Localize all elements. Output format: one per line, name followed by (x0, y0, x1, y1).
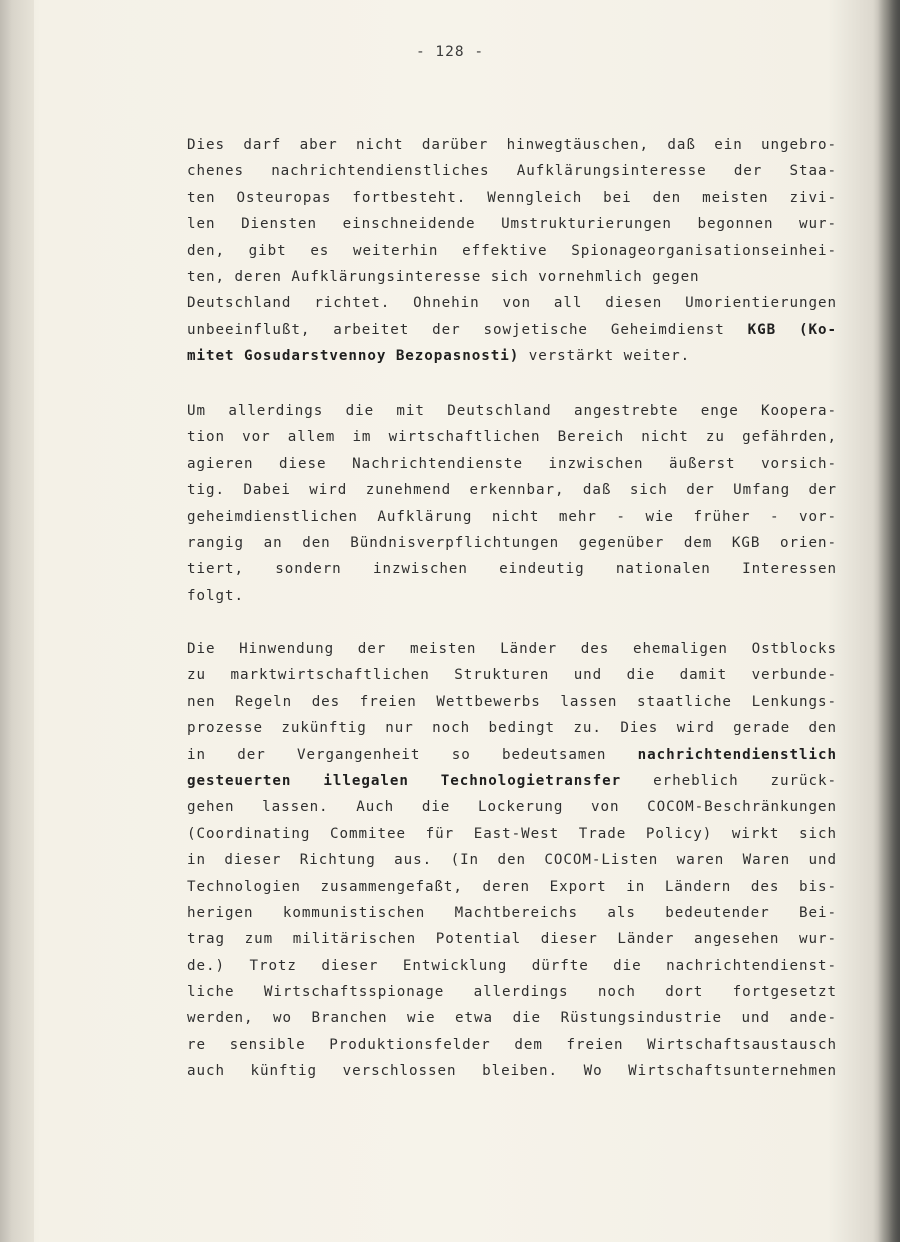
binding-shadow (0, 0, 34, 1242)
bold-term: mitet Gosudarstvennoy Bezopasnosti) (187, 348, 520, 365)
text-line: in dieser Richtung aus. (In den COCOM-Listen waren Waren und (187, 852, 837, 869)
text-line: in der Vergangenheit so bedeutsamen nachrichtendienstlich (187, 746, 837, 763)
page-number: - 128 - (415, 44, 485, 60)
bold-term: nachrichtendienstlich (637, 746, 837, 763)
text-line: mitet Gosudarstvennoy Bezopasnosti) verstärkt weiter. (187, 348, 691, 365)
text-line: rangig an den Bündnisverpflichtungen gegenüber dem KGB orien- (187, 534, 837, 551)
text-line: tiert, sondern inzwischen eindeutig nationalen Interessen (187, 561, 837, 578)
text-line: de.) Trotz dieser Entwicklung dürfte die nachrichtendienst- (187, 957, 837, 974)
text-line: herigen kommunistischen Machtbereichs als bedeutender Bei- (187, 904, 837, 921)
text-line: Um allerdings die mit Deutschland angestrebte enge Koopera- (187, 403, 837, 419)
bold-term: KGB (Ko- (747, 321, 837, 338)
text-line: len Diensten einschneidende Umstrukturierungen begonnen wur- (187, 216, 837, 233)
text-line: werden, wo Branchen wie etwa die Rüstungsindustrie und ande- (187, 1010, 837, 1027)
text-line: geheimdienstlichen Aufklärung nicht mehr - wie früher - vor- (187, 508, 837, 525)
text-line: gesteuerten illegalen Technologietransfer erheblich zurück- (187, 772, 837, 789)
text-line: folgt. (187, 587, 244, 604)
text-line: den, gibt es weiterhin effektive Spionageorganisationseinhei- (187, 242, 837, 259)
text-line: unbeeinflußt, arbeitet der sowjetische Geheimdienst KGB (Ko- (187, 321, 837, 338)
text-line: Dies darf aber nicht darüber hinwegtäuschen, daß ein ungebro- (187, 137, 837, 153)
text-line: gehen lassen. Auch die Lockerung von COCOM-Beschränkungen (187, 799, 837, 816)
text-line: nen Regeln des freien Wettbewerbs lassen staatliche Lenkungs- (187, 693, 837, 710)
text-line: tig. Dabei wird zunehmend erkennbar, daß sich der Umfang der (187, 482, 837, 499)
text-line: Technologien zusammengefaßt, deren Export in Ländern des bis- (187, 878, 837, 895)
text-line: tion vor allem im wirtschaftlichen Bereich nicht zu gefährden, (187, 429, 837, 446)
text-line: zu marktwirtschaftlichen Strukturen und die damit verbunde- (187, 667, 837, 684)
text-line: prozesse zukünftig nur noch bedingt zu. Dies wird gerade den (187, 720, 837, 737)
text-line: ten Osteuropas fortbesteht. Wenngleich bei den meisten zivi- (187, 189, 837, 206)
paragraph-2 (187, 398, 837, 609)
bold-term: gesteuerten illegalen Technologietransfer (187, 772, 622, 789)
paragraph-3 (187, 636, 837, 1085)
paragraph-1 (187, 132, 837, 370)
text-line: auch künftig verschlossen bleiben. Wo Wirtschaftsunternehmen (187, 1063, 837, 1080)
page-edge-shadow (878, 0, 900, 1242)
text-line: re sensible Produktionsfelder dem freien Wirtschaftsaustausch (187, 1036, 837, 1053)
text-line: (Coordinating Commitee für East-West Trade Policy) wirkt sich (187, 825, 837, 842)
text-line: chenes nachrichtendienstliches Aufklärungsinteresse der Staa- (187, 163, 837, 180)
text-line: trag zum militärischen Potential dieser Länder angesehen wur- (187, 931, 837, 948)
text-line: liche Wirtschaftsspionage allerdings noch dort fortgesetzt (187, 984, 837, 1001)
text-line: ten, deren Aufklärungsinteresse sich vornehmlich gegen (187, 268, 700, 285)
text-line: agieren diese Nachrichtendienste inzwischen äußerst vorsich- (187, 455, 837, 472)
text-line: Die Hinwendung der meisten Länder des ehemaligen Ostblocks (187, 641, 837, 657)
text-line: Deutschland richtet. Ohnehin von all diesen Umorientierungen (187, 295, 837, 312)
